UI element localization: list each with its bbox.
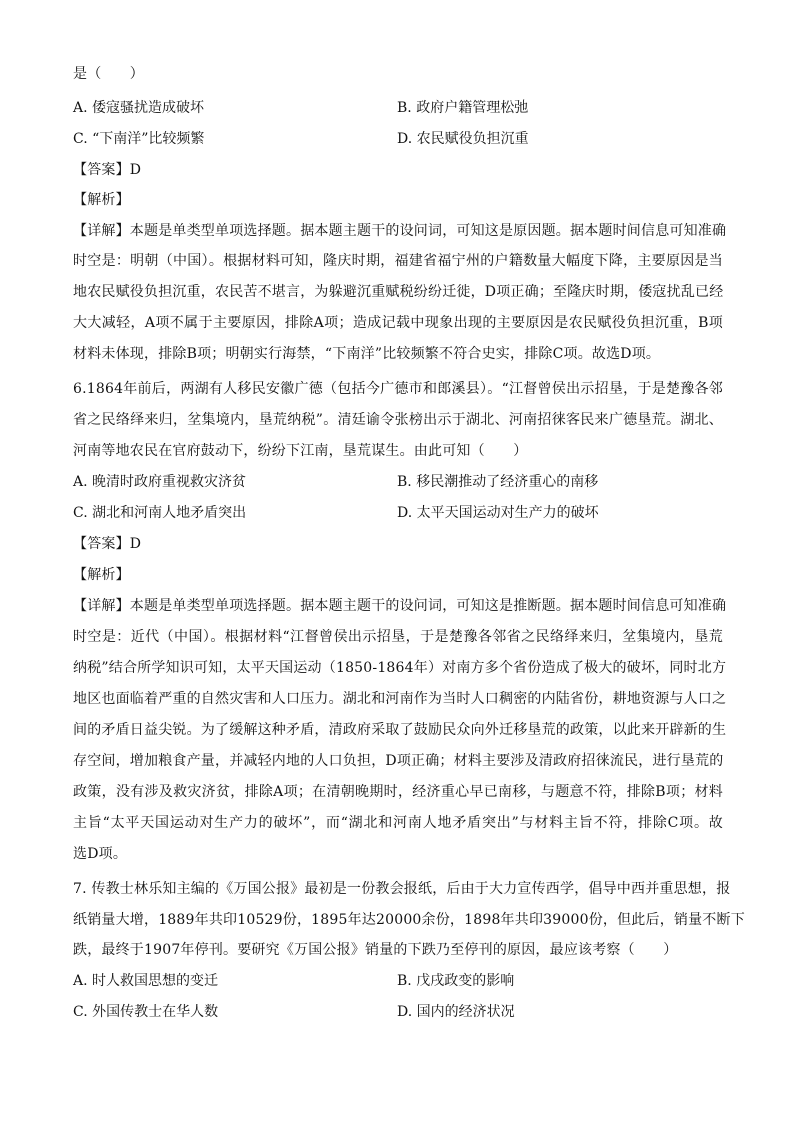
q7-stem-line: 跌，最终于1907年停刊。要研究《万国公报》销量的下跌乃至停刊的原因，最应该考察（ ） — [73, 942, 678, 958]
q5-option-a: A. 倭寇骚扰造成破坏 — [73, 100, 205, 116]
q7-option-d: D. 国内的经济状况 — [397, 1004, 515, 1020]
q5-stem-tail: 是（ ） — [73, 66, 144, 82]
q6-detail-line: 地区也面临着严重的自然灾害和人口压力。湖北和河南作为当时人口稠密的内陆省份，耕地资源与人口之 — [73, 691, 727, 707]
q6-option-d: D. 太平天国运动对生产力的破坏 — [397, 505, 599, 521]
q6-detail-line: 间的矛盾日益尖锐。为了缓解这种矛盾，清政府采取了鼓励民众向外迁移垦荒的政策，以此来开辟新的生 — [73, 722, 727, 738]
q6-detail-line: 主旨“太平天国运动对生产力的破坏”，而“湖北和河南人地矛盾突出”与材料主旨不符，排除C项。故 — [73, 815, 723, 831]
q5-detail-line: 【详解】本题是单类型单项选择题。据本题主题干的设问词，可知这是原因题。据本题时间信息可知准确 — [73, 223, 727, 239]
q6-detail-line: 时空是：近代（中国）。根据材料“江督曾侯出示招垦，于是楚豫各邻省之民络绎来归，坌集境内，垦荒 — [73, 629, 723, 645]
q7-option-a: A. 时人救国思想的变迁 — [73, 973, 219, 989]
q6-stem-line: 6.1864年前后，两湖有人移民安徽广德（包括今广德市和郎溪县）。“江督曾侯出示招垦，于是楚豫各邻 — [73, 381, 723, 397]
q6-option-b: B. 移民潮推动了经济重心的南移 — [397, 474, 599, 490]
q5-detail-line: 大大减轻，A项不属于主要原因，排除A项；造成记载中现象出现的主要原因是农民赋役负担沉重，B项 — [73, 315, 723, 331]
q5-analysis-label: 【解析】 — [73, 192, 130, 208]
q6-option-a: A. 晚清时政府重视救灾济贫 — [73, 474, 247, 490]
q5-option-b: B. 政府户籍管理松弛 — [397, 100, 529, 116]
q6-analysis-label: 【解析】 — [73, 567, 130, 583]
q5-answer: 【答案】D — [73, 162, 142, 178]
q5-detail-line: 材料未体现，排除B项；明朝实行海禁，“下南洋”比较频繁不符合史实，排除C项。故选D项。 — [73, 346, 661, 362]
q6-detail-line: 选D项。 — [73, 846, 128, 862]
q5-detail-line: 时空是：明朝（中国）。根据材料可知，隆庆时期，福建省福宁州的户籍数量大幅度下降，主要原因是当 — [73, 253, 723, 269]
q6-stem-line: 河南等地农民在官府鼓动下，纷纷下江南，垦荒谋生。由此可知（ ） — [73, 443, 528, 459]
q6-detail-line: 【详解】本题是单类型单项选择题。据本题主题干的设问词，可知这是推断题。据本题时间信息可知准确 — [73, 598, 727, 614]
q7-option-c: C. 外国传教士在华人数 — [73, 1004, 219, 1020]
q7-option-b: B. 戊戌政变的影响 — [397, 973, 515, 989]
q6-option-c: C. 湖北和河南人地矛盾突出 — [73, 505, 247, 521]
q6-detail-line: 纳税”结合所学知识可知，太平天国运动（1850-1864年）对南方多个省份造成了极大的破坏，同时北方 — [73, 660, 727, 676]
q5-option-c: C. “下南洋”比较频繁 — [73, 131, 205, 147]
q6-detail-line: 政策，没有涉及救灾济贫，排除A项；在清朝晚期时，经济重心早已南移，与题意不符，排除B项；材料 — [73, 784, 723, 800]
q6-detail-line: 存空间，增加粮食产量，并减轻内地的人口负担，D项正确；材料主要涉及清政府招徕流民，进行垦荒的 — [73, 753, 724, 769]
q6-answer: 【答案】D — [73, 536, 142, 552]
q7-stem-line: 7. 传教士林乐知主编的《万国公报》最初是一份教会报纸，后由于大力宣传西学，倡导中西并重思想，报 — [73, 881, 731, 897]
q5-option-d: D. 农民赋役负担沉重 — [397, 131, 529, 147]
q7-stem-line: 纸销量大增，1889年共印10529份，1895年达20000余份，1898年共印39000份，但此后，销量不断下 — [73, 912, 745, 928]
q6-stem-line: 省之民络绎来归，坌集境内，垦荒纳税”。清廷谕令张榜出示于湖北、河南招徕客民来广德垦荒。湖北、 — [73, 412, 723, 428]
q5-detail-line: 地农民赋役负担沉重，农民苦不堪言，为躲避沉重赋税纷纷迁徙，D项正确；至隆庆时期，倭寇扰乱已经 — [73, 284, 724, 300]
